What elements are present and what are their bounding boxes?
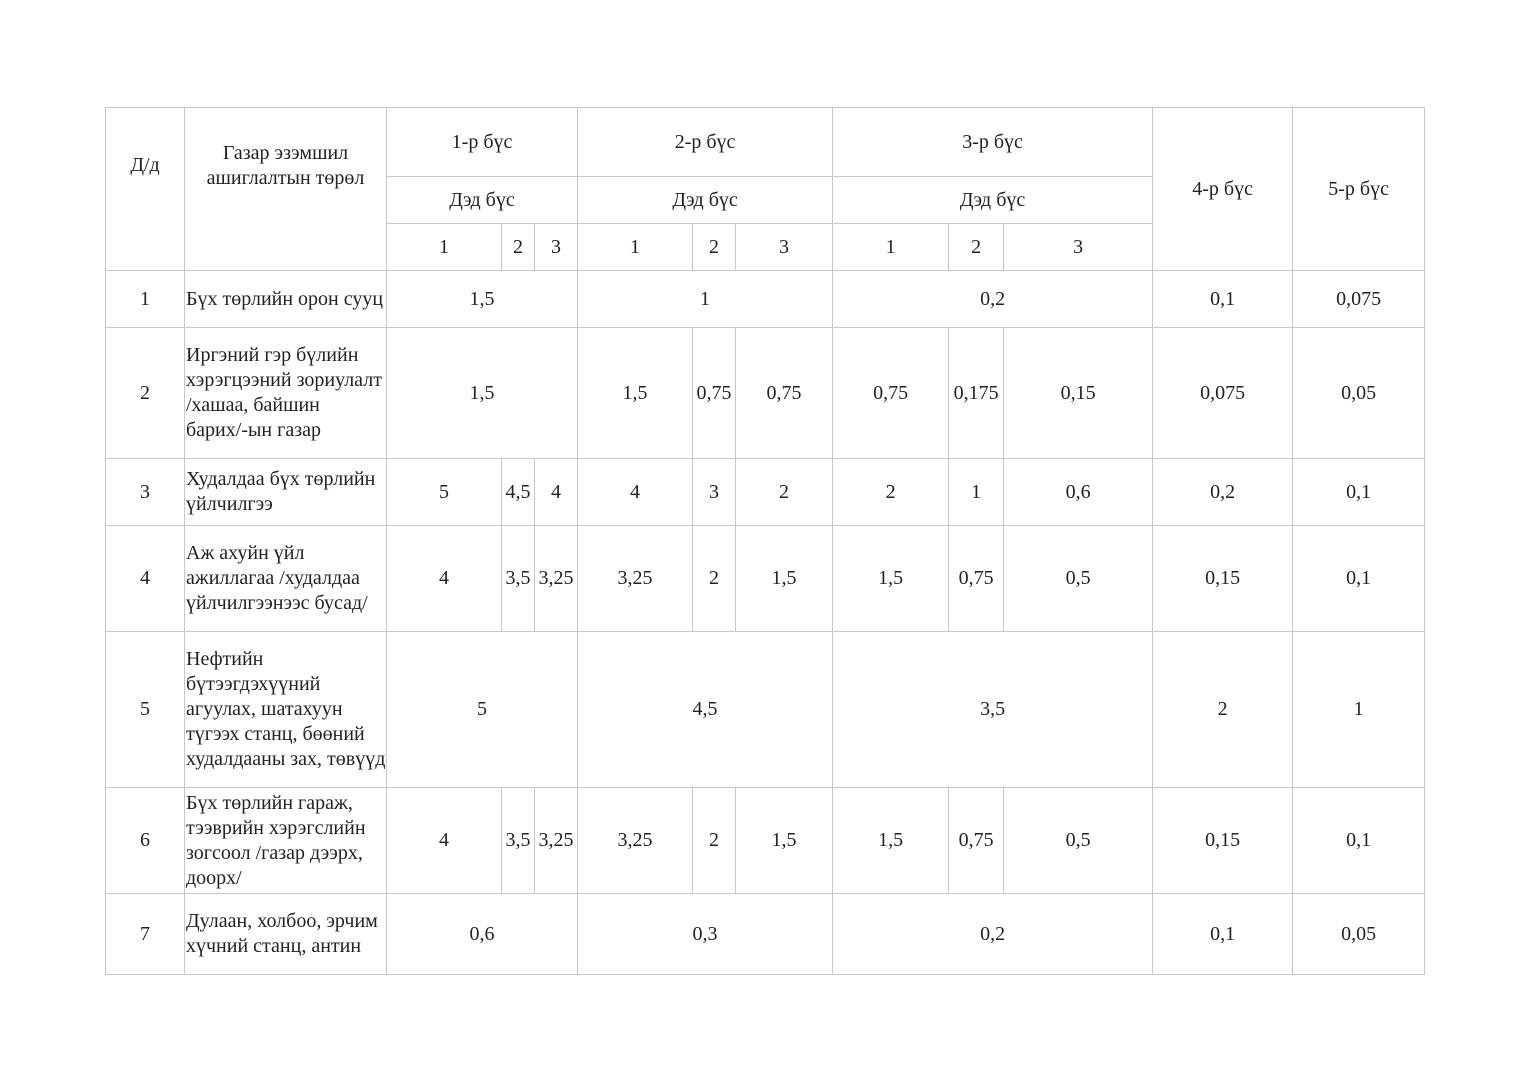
- table-row: [106, 632, 1425, 788]
- zone-1-sub-1-value: 4: [387, 788, 502, 894]
- header-z3-sub-3: 3: [1004, 224, 1153, 271]
- zone-5-value: 0,05: [1293, 328, 1425, 459]
- zone-2-sub-1-value: 3,25: [578, 526, 693, 632]
- zone-3-value: 3,5: [833, 632, 1153, 788]
- table-row: [106, 459, 1425, 526]
- header-z1-sub-3: 3: [535, 224, 578, 271]
- zone-1-sub-2-value: 3,5: [502, 788, 535, 894]
- zone-2-value: 1: [578, 271, 833, 328]
- zone-1-sub-3-value: 3,25: [535, 526, 578, 632]
- zone-5-value: 0,1: [1293, 788, 1425, 894]
- zone-3-sub-3-value: 0,6: [1004, 459, 1153, 526]
- table-row: [106, 271, 1425, 328]
- zone-2-sub-3-value: 1,5: [736, 526, 833, 632]
- row-number: 5: [106, 632, 185, 788]
- zone-1-value: 1,5: [387, 271, 578, 328]
- zone-4-value: 0,15: [1153, 526, 1293, 632]
- row-type-name: Худалдаа бүх төрлийн үйлчилгээ: [185, 459, 387, 526]
- zone-2-sub-3-value: 1,5: [736, 788, 833, 894]
- zone-3-value: 0,2: [833, 271, 1153, 328]
- zone-1-sub-3-value: 4: [535, 459, 578, 526]
- header-z2-sub-3: 3: [736, 224, 833, 271]
- row-type-name: Нефтийн бүтээгдэхүүний агуулах, шатахуун түгээх станц, бөөний худалдааны зах, төвүүд: [185, 632, 387, 788]
- row-number: 2: [106, 328, 185, 459]
- zone-1-value: 1,5: [387, 328, 578, 459]
- table-header-row: [106, 108, 1425, 177]
- zone-1-sub-1-value: 4: [387, 526, 502, 632]
- header-type-blank: [185, 224, 387, 271]
- header-z2-sub-2: 2: [693, 224, 736, 271]
- table-row: [106, 788, 1425, 894]
- zone-5-value: 0,05: [1293, 894, 1425, 975]
- zone-1-sub-1-value: 5: [387, 459, 502, 526]
- zone-2-sub-2-value: 3: [693, 459, 736, 526]
- header-z3-sub-1: 1: [833, 224, 949, 271]
- header-zone-2-subzone: Дэд бүс: [578, 177, 833, 224]
- zone-2-sub-1-value: 4: [578, 459, 693, 526]
- row-number: 3: [106, 459, 185, 526]
- row-number: 1: [106, 271, 185, 328]
- row-type-name: Бүх төрлийн гараж, тээврийн хэрэгслийн зогсоол /газар дээрх, доорх/: [185, 788, 387, 894]
- row-number: 7: [106, 894, 185, 975]
- zone-4-value: 0,1: [1153, 271, 1293, 328]
- zone-3-sub-2-value: 0,75: [949, 526, 1004, 632]
- zone-5-value: 1: [1293, 632, 1425, 788]
- table-row: [106, 328, 1425, 459]
- zone-1-sub-2-value: 4,5: [502, 459, 535, 526]
- zone-4-value: 0,2: [1153, 459, 1293, 526]
- zone-5-value: 0,1: [1293, 526, 1425, 632]
- zone-3-sub-2-value: 0,75: [949, 788, 1004, 894]
- zone-3-sub-3-value: 0,15: [1004, 328, 1153, 459]
- header-zone-4: 4-р бүс: [1153, 108, 1293, 271]
- zone-3-sub-3-value: 0,5: [1004, 788, 1153, 894]
- zone-3-sub-2-value: 1: [949, 459, 1004, 526]
- zone-1-value: 5: [387, 632, 578, 788]
- zone-2-sub-1-value: 3,25: [578, 788, 693, 894]
- zone-4-value: 0,075: [1153, 328, 1293, 459]
- header-no-blank: [106, 224, 185, 271]
- zone-3-sub-3-value: 0,5: [1004, 526, 1153, 632]
- land-fee-table: [105, 107, 1425, 975]
- zone-2-value: 4,5: [578, 632, 833, 788]
- zone-4-value: 2: [1153, 632, 1293, 788]
- header-z1-sub-1: 1: [387, 224, 502, 271]
- zone-2-sub-3-value: 0,75: [736, 328, 833, 459]
- zone-1-value: 0,6: [387, 894, 578, 975]
- zone-2-sub-3-value: 2: [736, 459, 833, 526]
- row-type-name: Дулаан, холбоо, эрчим хүчний станц, антин: [185, 894, 387, 975]
- zone-3-sub-1-value: 2: [833, 459, 949, 526]
- header-zone-1-subzone: Дэд бүс: [387, 177, 578, 224]
- zone-2-value: 0,3: [578, 894, 833, 975]
- zone-1-sub-3-value: 3,25: [535, 788, 578, 894]
- header-zone-3-subzone: Дэд бүс: [833, 177, 1153, 224]
- header-zone-2: 2-р бүс: [578, 108, 833, 177]
- zone-3-sub-1-value: 1,5: [833, 788, 949, 894]
- row-type-name: Аж ахуйн үйл ажиллагаа /худалдаа үйлчилгээнээс бусад/: [185, 526, 387, 632]
- zone-4-value: 0,15: [1153, 788, 1293, 894]
- header-type: Газар эзэмшил ашиглалтын төрөл: [185, 108, 387, 224]
- zone-3-sub-2-value: 0,175: [949, 328, 1004, 459]
- zone-2-sub-1-value: 1,5: [578, 328, 693, 459]
- row-type-name: Бүх төрлийн орон сууц: [185, 271, 387, 328]
- header-z1-sub-2: 2: [502, 224, 535, 271]
- header-zone-5: 5-р бүс: [1293, 108, 1425, 271]
- table-row: [106, 526, 1425, 632]
- zone-1-sub-2-value: 3,5: [502, 526, 535, 632]
- zone-2-sub-2-value: 2: [693, 788, 736, 894]
- zone-3-sub-1-value: 1,5: [833, 526, 949, 632]
- zone-5-value: 0,075: [1293, 271, 1425, 328]
- row-type-name: Иргэний гэр бүлийн хэрэгцээний зориулалт /хашаа, байшин барих/-ын газар: [185, 328, 387, 459]
- header-zone-1: 1-р бүс: [387, 108, 578, 177]
- zone-2-sub-2-value: 0,75: [693, 328, 736, 459]
- header-zone-3: 3-р бүс: [833, 108, 1153, 177]
- zone-3-sub-1-value: 0,75: [833, 328, 949, 459]
- zone-4-value: 0,1: [1153, 894, 1293, 975]
- header-no: Д/д: [106, 108, 185, 224]
- zone-2-sub-2-value: 2: [693, 526, 736, 632]
- table-row: [106, 894, 1425, 975]
- row-number: 4: [106, 526, 185, 632]
- header-z2-sub-1: 1: [578, 224, 693, 271]
- row-number: 6: [106, 788, 185, 894]
- header-z3-sub-2: 2: [949, 224, 1004, 271]
- zone-5-value: 0,1: [1293, 459, 1425, 526]
- zone-3-value: 0,2: [833, 894, 1153, 975]
